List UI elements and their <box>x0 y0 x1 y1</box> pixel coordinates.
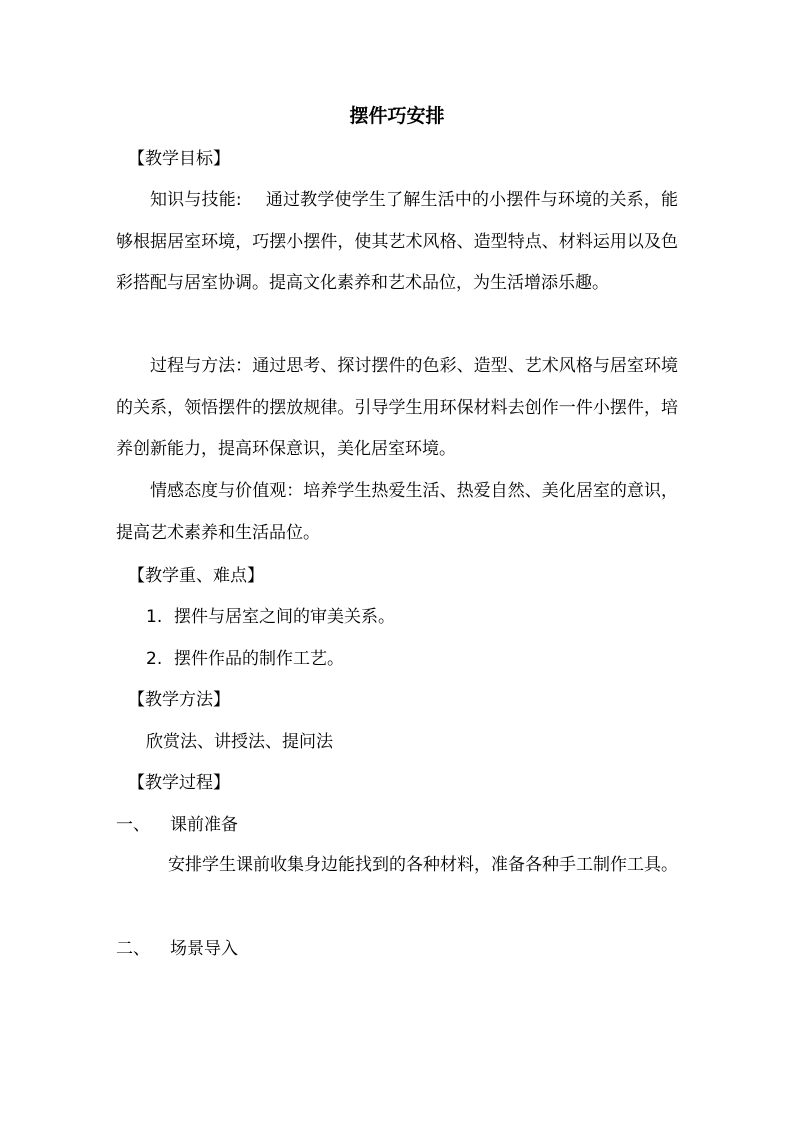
process-section-title <box>116 934 238 964</box>
key-points-heading: 【教学重、难点】 <box>128 566 264 586</box>
teaching-process-heading: 【教学过程】 <box>128 773 230 793</box>
knowledge-text: 通过教学使学生了解生活中的小摆件与环境的关系，能够根据居室环境，巧摆小摆件，使其艺术风格、造型特点、材料运用以及色彩搭配与居室协调。提高文化素养和艺术品位，为生活增添乐趣。 <box>116 190 678 293</box>
key-point-text: 摆件作品的制作工艺。 <box>174 649 344 669</box>
methods-heading: 【教学方法】 <box>128 690 230 710</box>
knowledge-label: 知识与技能: <box>150 190 242 210</box>
key-point-number: 2. <box>146 649 163 669</box>
knowledge-paragraph <box>116 180 678 305</box>
section-title: 课前准备 <box>170 815 238 835</box>
key-point-text: 摆件与居室之间的审美关系。 <box>174 607 395 627</box>
document-title: 摆件巧安排 <box>349 105 445 127</box>
objectives-heading: 【教学目标】 <box>128 149 230 169</box>
section-title: 场景导入 <box>170 939 238 959</box>
section-number: 一、 <box>116 815 150 835</box>
emotion-paragraph: 情感态度与价值观：培养学生热爱生活、热爱自然、美化居室的意识，提高艺术素养和生活品位。 <box>116 481 678 543</box>
methods-text: 欣赏法、讲授法、提问法 <box>146 732 333 752</box>
key-point-number: 1. <box>146 607 163 627</box>
key-point-item <box>146 644 344 674</box>
section-number: 二、 <box>116 939 150 959</box>
process-method-paragraph: 过程与方法：通过思考、探讨摆件的色彩、造型、艺术风格与居室环境的关系，领悟摆件的摆放规律。引导学生用环保材料去创作一件小摆件，培养创新能力，提高环保意识，美化居室环境。 <box>116 356 678 459</box>
key-point-item <box>146 602 395 632</box>
process-section-title <box>116 810 238 840</box>
section-body: 安排学生课前收集身边能找到的各种材料，准备各种手工制作工具。 <box>168 855 678 875</box>
